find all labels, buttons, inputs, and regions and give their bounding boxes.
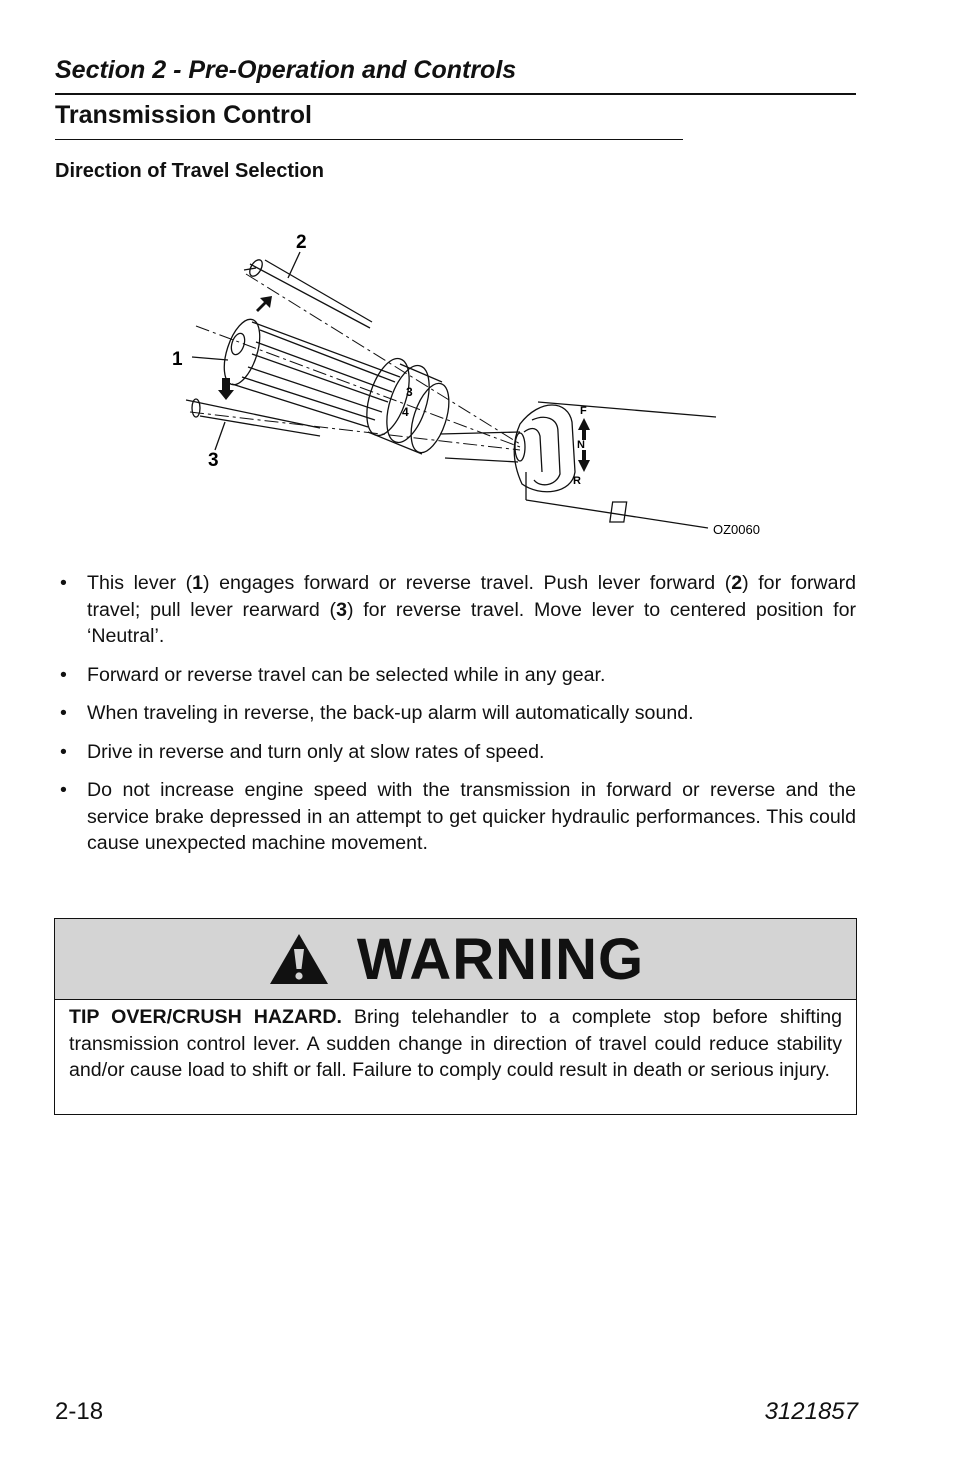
page-heading: Transmission Control [55,101,312,129]
forward-arrow-icon [256,296,272,312]
instruction-list [60,570,856,869]
reverse-letter: R [573,475,581,487]
neutral-letter: N [577,439,585,451]
callout-3: 3 [208,450,219,471]
r-arrow-icon [578,450,590,472]
f-arrow-icon [578,418,590,440]
reverse-arrow-icon [218,378,234,400]
warning-text: TIP OVER/CRUSH HAZARD. Bring telehandler to a complete stop before shifting transmission control lever. A sudden change in direction of travel could reduce stability and/or cause load to shift or fall. Failure to comply could result in death or serious injury. [69,1006,842,1081]
list-item: • This lever (1) engages forward or reverse travel. Push lever forward (2) for forward travel; pull lever rearward (3) for reverse travel. Move lever to centered position for ‘Neutral’. [60,572,856,647]
doc-number: 3121857 [764,1398,858,1425]
list-item: • When traveling in reverse, the back-up alarm will automatically sound. [60,702,694,724]
section-title: Section 2 - Pre-Operation and Controls [55,56,517,84]
warning-triangle-icon [267,931,331,987]
list-item: • Do not increase engine speed with the transmission in forward or reverse and the service brake depressed in an attempt to get quicker hydraulic performances. This could cause unexpected machine movement. [60,779,856,854]
subheading: Direction of Travel Selection [55,160,324,182]
figure-id: OZ0060 [713,522,760,537]
warning-header [55,919,856,1000]
gear-3-label: 3 [406,385,413,399]
list-item: • Drive in reverse and turn only at slow rates of speed. [60,740,545,763]
transmission-lever-illustration [160,222,780,552]
header-rule [55,93,856,95]
gear-4-label: 4 [402,405,409,419]
page-number: 2-18 [55,1398,104,1425]
list-item: • Forward or reverse travel can be selected while in any gear. [60,663,606,686]
forward-letter: F [580,405,587,417]
callout-2: 2 [296,232,307,253]
callout-1: 1 [172,349,183,370]
hazard-label: TIP OVER/CRUSH HAZARD. [69,1006,342,1028]
warning-title: WARNING [356,926,645,992]
warning-box [54,918,857,1115]
heading-rule [55,139,683,140]
